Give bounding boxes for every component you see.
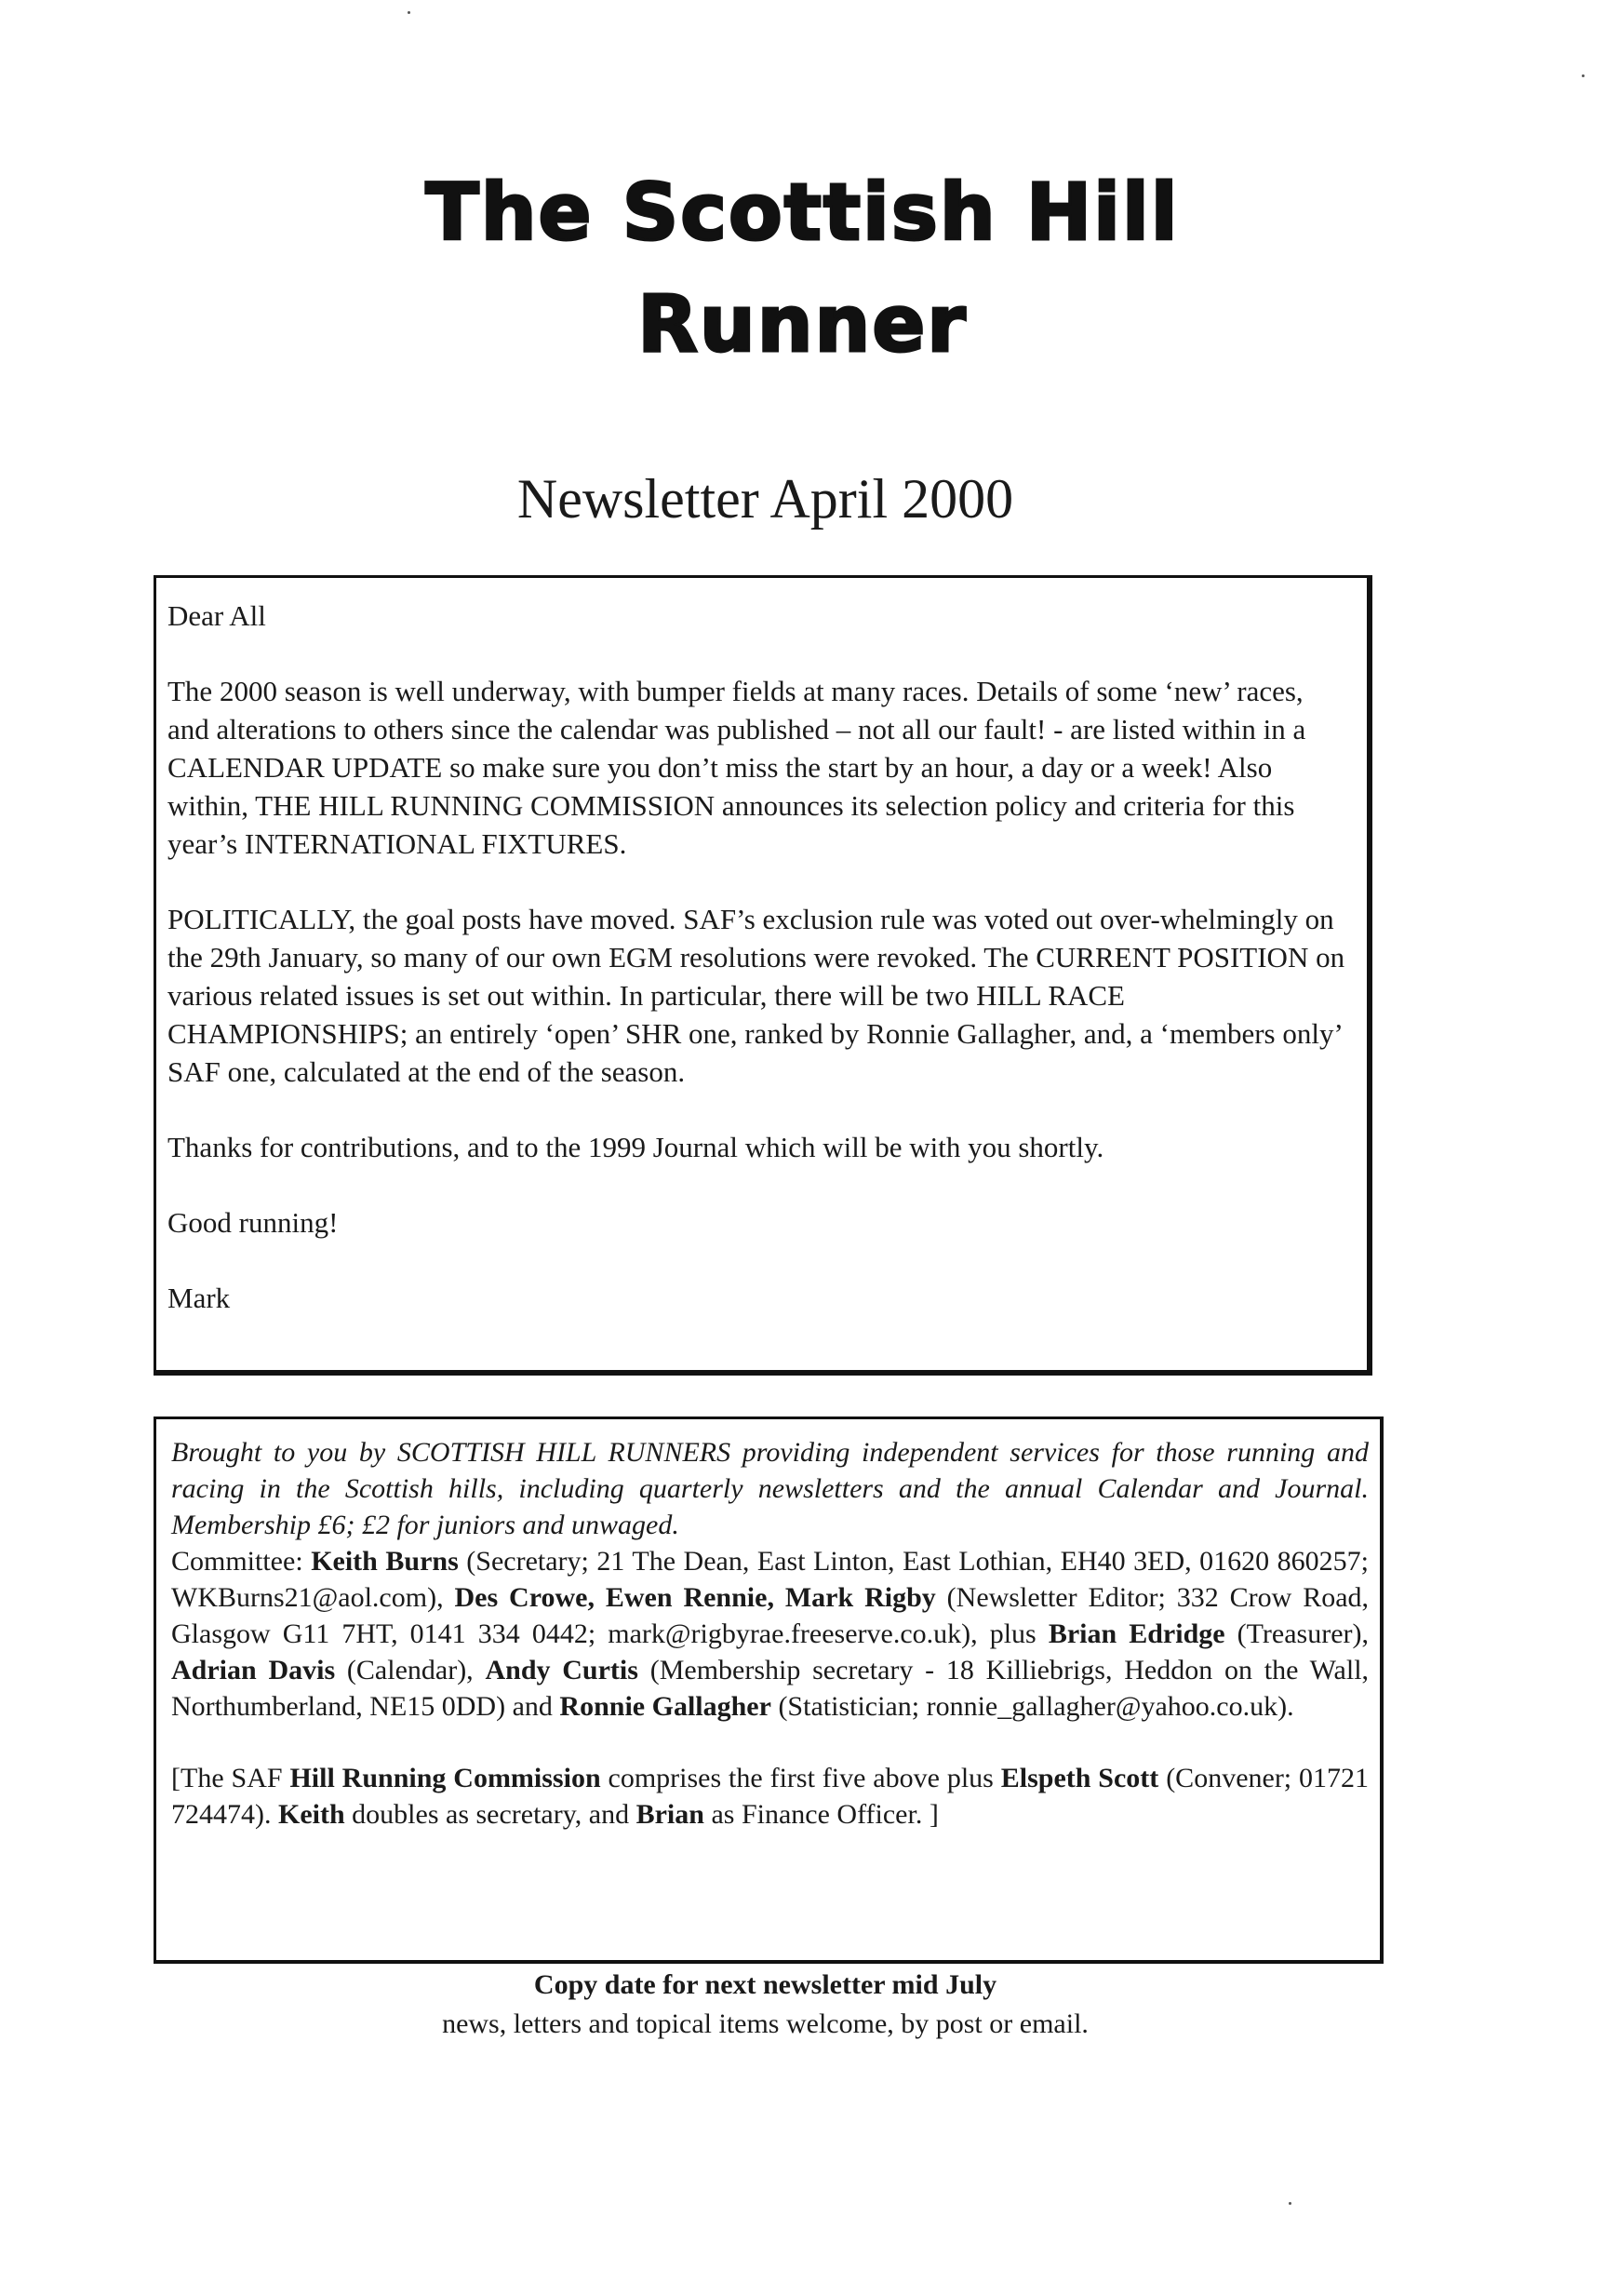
member-andy-curtis: Andy Curtis [485, 1655, 638, 1685]
editor-letter-box [154, 575, 1372, 1376]
member-ewen-rennie: Ewen Rennie, [605, 1582, 774, 1613]
member-adrian-davis: Adrian Davis [171, 1655, 336, 1685]
elspeth-scott-details: (Convener; 01721 724474). [171, 1763, 1370, 1830]
member-des-crowe: Des Crowe, [454, 1582, 595, 1613]
organisation-info-box [154, 1417, 1384, 1964]
letter-paragraph-politics: POLITICALLY, the goal posts have moved. SAF’s exclusion rule was voted out over-whelmingly on the 29th January, so many of our own EGM resolutions were revoked. The CURRENT POSITION on various related issues is set out within. In particular, there will be two HILL RACE CHAMPIONSHIPS; an entirely ‘open’ SHR one, ranked by Ronnie Gallagher, and, a ‘members only’ SAF one, calculated at the end of the season. [167, 903, 1345, 1088]
copy-date-note: Copy date for next newsletter mid July [533, 1969, 997, 2000]
brian-role: as Finance Officer. ] [711, 1799, 939, 1830]
member-elspeth-scott: Elspeth Scott [1000, 1763, 1159, 1793]
andy-curtis-details: (Membership secretary - 18 Killiebrigs, Heddon on the Wall, Northumberland, NE15 0DD) and [171, 1655, 1370, 1722]
masthead-line-2: Runner [637, 278, 968, 369]
info-intro: Brought to you by SCOTTISH HILL RUNNERS providing independent services for those running and racing in the Scottish hills, including quarterly newsletters and the annual Calendar and Journal. Membership £6; £2 for juniors and unwaged. [171, 1437, 1369, 1540]
commission-name: Hill Running Commission [289, 1763, 601, 1793]
masthead-title [0, 156, 1605, 380]
commission-paragraph [171, 1760, 1369, 1833]
newsletter-subtitle: Newsletter April 2000 [516, 468, 1014, 530]
commission-middle: comprises the first five above plus [608, 1763, 994, 1793]
letter-good-running: Good running! [167, 1206, 339, 1239]
adrian-davis-details: (Calendar), [346, 1655, 474, 1685]
brian-name: Brian [635, 1799, 704, 1830]
ronnie-gallagher-details: (Statistician; ronnie_gallagher@yahoo.co.uk). [778, 1691, 1294, 1722]
commission-prefix: [The SAF [171, 1763, 283, 1793]
masthead-line-1: The Scottish Hill [425, 167, 1180, 258]
brian-edridge-details: (Treasurer), [1237, 1618, 1369, 1649]
member-ronnie-gallagher: Ronnie Gallagher [559, 1691, 771, 1722]
footer [0, 1966, 1531, 2044]
keith-burns-details: (Secretary; 21 The Dean, East Linton, East Lothian, EH40 3ED, 01620 860257; WKBurns21@aol.com), [171, 1546, 1370, 1613]
member-mark-rigby: Mark Rigby [784, 1582, 936, 1613]
committee-label: Committee: [171, 1546, 303, 1577]
keith-role: doubles as secretary, and [352, 1799, 630, 1830]
member-brian-edridge: Brian Edridge [1048, 1618, 1225, 1649]
letter-salutation: Dear All [167, 599, 266, 632]
keith-name: Keith [278, 1799, 345, 1830]
member-keith-burns: Keith Burns [311, 1546, 459, 1577]
mark-rigby-details: (Newsletter Editor; 332 Crow Road, Glasgow G11 7HT, 0141 334 0442; mark@rigbyrae.freeserve.co.uk), plus [171, 1582, 1370, 1649]
letter-paragraph-season: The 2000 season is well underway, with bumper fields at many races. Details of some ‘new’ races, and alterations to others since the calendar was published – not all our fault! - are listed within in a CALENDAR UPDATE so make sure you don’t miss the start by an hour, a day or a week! Also within, THE HILL RUNNING COMMISSION announces its selection policy and criteria for this year’s INTERNATIONAL FIXTURES. [167, 675, 1306, 860]
submissions-welcome-note: news, letters and topical items welcome, by post or email. [442, 2008, 1089, 2039]
committee-paragraph [171, 1543, 1369, 1725]
letter-signoff: Mark [167, 1282, 231, 1314]
letter-paragraph-thanks: Thanks for contributions, and to the 1999 Journal which will be with you shortly. [167, 1131, 1104, 1163]
